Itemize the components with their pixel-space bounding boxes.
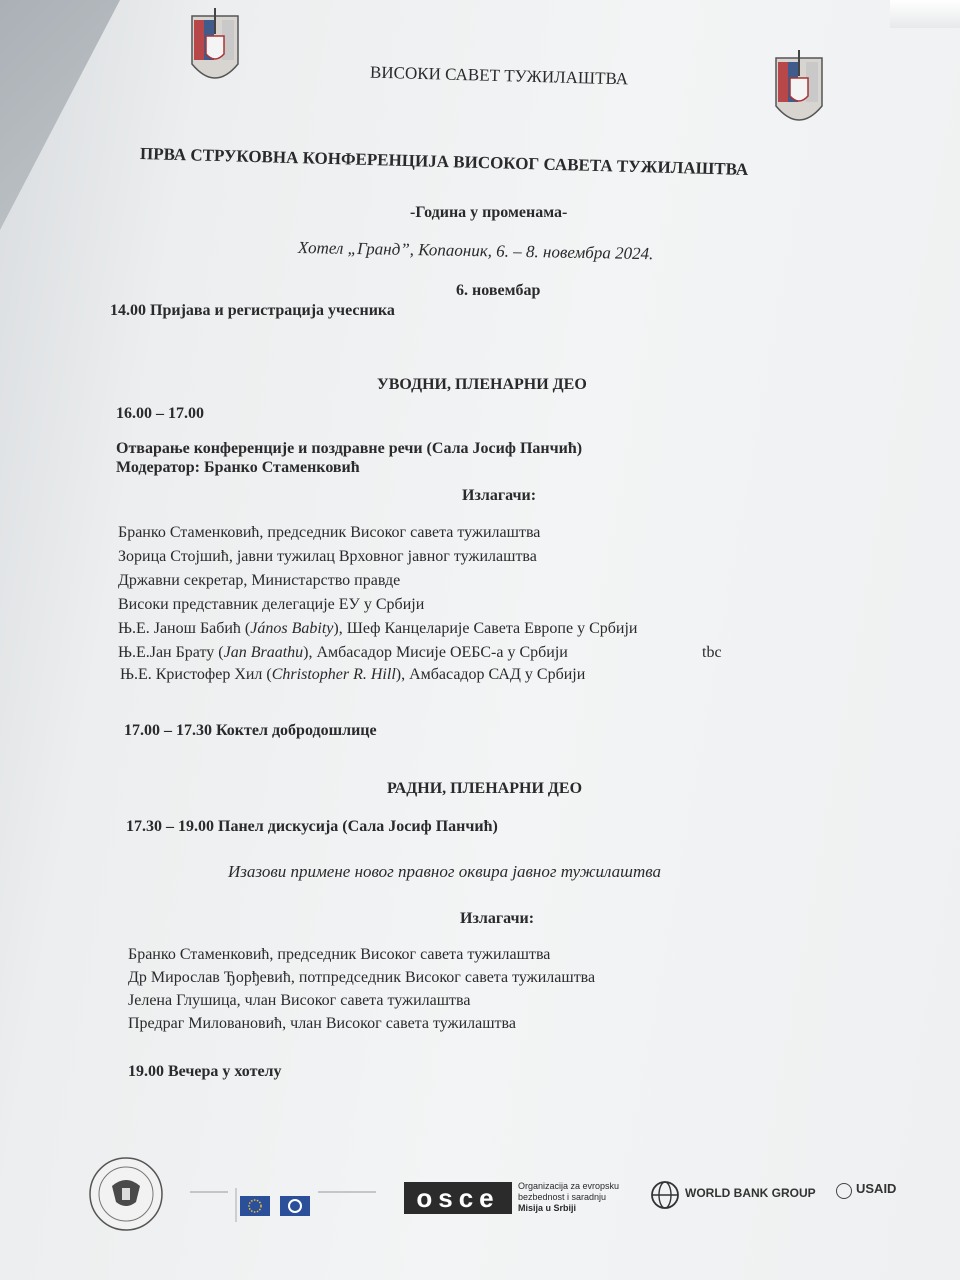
org-name: ВИСОКИ САВЕТ ТУЖИЛАШТВА	[369, 62, 629, 89]
us-embassy-seal-icon	[88, 1156, 164, 1232]
speaker-7	[120, 666, 585, 684]
prosecution-emblem-right-icon	[772, 48, 826, 136]
speaker-5-c: ), Шеф Канцеларије Савета Европе у Србији	[333, 620, 638, 637]
cocktail-line: 17.00 – 17.30 Коктел добродошлице	[124, 722, 377, 739]
eu-council-of-europe-logos-icon	[188, 1184, 378, 1224]
section1-heading: УВОДНИ, ПЛЕНАРНИ ДЕО	[377, 376, 587, 393]
section1-time: 16.00 – 17.00	[116, 405, 204, 422]
section1-session: Отварање конференције и поздравне речи (Сала Јосиф Панчић)	[116, 440, 583, 457]
speaker-5-a: Њ.Е. Јанош Бабић (	[118, 620, 251, 637]
osce-line2: bezbednost i saradnju	[518, 1192, 607, 1202]
world-bank-globe-icon	[650, 1180, 680, 1210]
speaker-4: Високи представник делегације ЕУ у Србији	[118, 596, 425, 613]
speaker-5-latin: János Babity	[250, 620, 334, 637]
conference-subtitle: -Година у променама-	[410, 204, 568, 221]
usaid-label: USAID	[856, 1181, 897, 1196]
section1-moderator: Модератор: Бранко Стаменковић	[116, 459, 360, 476]
osce-line1: Organizacija za evropsku	[518, 1181, 620, 1191]
conference-title: ПРВА СТРУКОВНА КОНФЕРЕНЦИЈА ВИСОКОГ САВЕТА ТУЖИЛАШТВА	[139, 144, 749, 179]
panel-speaker-4: Предраг Миловановић, члан Високог савета тужилаштва	[128, 1015, 516, 1032]
speaker-3: Државни секретар, Министарство правде	[118, 572, 401, 589]
registration-line: 14.00 Пријава и регистрација учесника	[110, 302, 395, 319]
section2-panel: 17.30 – 19.00 Панел дискусија (Сала Јосиф Панчић)	[126, 818, 498, 835]
world-bank-label: WORLD BANK GROUP	[685, 1186, 816, 1200]
section1-speakers-heading: Излагачи:	[462, 487, 537, 504]
prosecution-emblem-left-icon	[188, 6, 242, 94]
dinner-line: 19.00 Вечера у хотелу	[128, 1063, 282, 1080]
paper-edge	[890, 0, 960, 28]
usaid-seal-icon	[836, 1183, 852, 1199]
panel-speaker-2: Др Мирослав Ђорђевић, потпредседник Високог савета тужилаштва	[128, 969, 596, 986]
day-heading: 6. новембар	[456, 282, 541, 299]
section2-speakers-heading: Излагачи:	[460, 910, 535, 927]
speaker-6-a: Њ.Е.Јан Брату (	[118, 644, 224, 661]
osce-line3: Misija u Srbiji	[518, 1203, 577, 1213]
speaker-1: Бранко Стаменковић, председник Високог савета тужилаштва	[118, 524, 541, 541]
osce-wordmark: osce	[404, 1182, 512, 1214]
panel-speaker-1: Бранко Стаменковић, председник Високог савета тужилаштва	[128, 946, 551, 963]
conference-location: Хотел „Гранд”, Копаоник, 6. – 8. новембра 2024.	[297, 238, 654, 264]
speaker-7-latin: Christopher R. Hill	[271, 666, 396, 683]
speaker-6-c: ), Амбасадор Мисије ОЕБС-а у Србији	[303, 644, 568, 661]
speaker-7-c: ), Амбасадор САД у Србији	[395, 666, 586, 683]
speaker-5	[118, 620, 637, 638]
section2-topic: Изазови примене новог правног оквира јавног тужилаштва	[228, 862, 662, 881]
osce-logo	[404, 1182, 624, 1218]
speaker-2: Зорица Стојшић, јавни тужилац Врховног јавног тужилаштва	[118, 548, 537, 565]
panel-speaker-3: Јелена Глушица, члан Високог савета тужилаштва	[128, 992, 471, 1009]
speaker-6-latin: Jan Braathu	[223, 644, 304, 661]
section2-heading: РАДНИ, ПЛЕНАРНИ ДЕО	[387, 780, 583, 797]
usaid-logo	[836, 1180, 910, 1204]
speaker-7-a: Њ.Е. Кристофер Хил (	[120, 666, 272, 683]
speaker-6	[118, 644, 568, 662]
speaker-6-note: tbc	[702, 644, 722, 661]
